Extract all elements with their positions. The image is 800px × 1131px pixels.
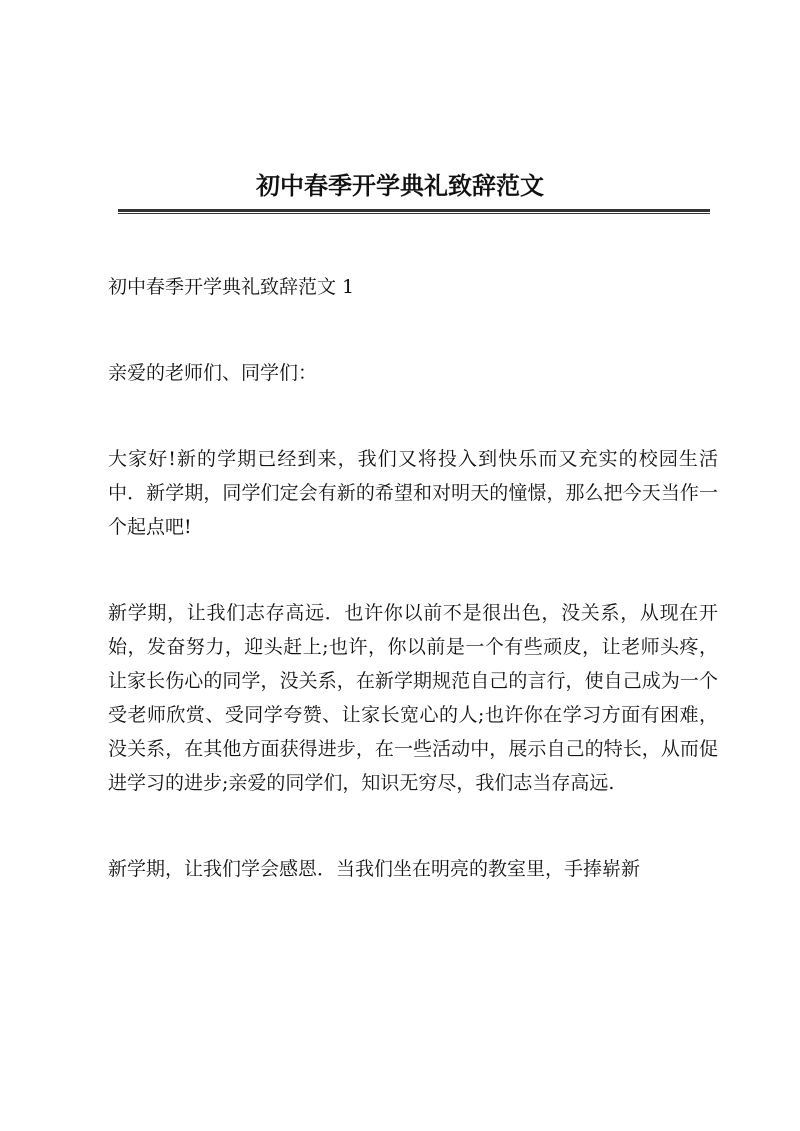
title-divider: [118, 209, 710, 214]
body-paragraph: 新学期，让我们志存高远．也许你以前不是很出色，没关系，从现在开始，发奋努力，迎头赶上;也许，你以前是一个有些顽皮，让老师头疼，让家长伤心的同学，没关系，在新学期规范自己的言行，使自己成为一个受老师欣赏、受同学夸赞、让家长宽心的人;也许你在学习方面有困难，没关系，在其他方面获得进步，在一些活动中，展示自己的特长，从而促进学习的进步;亲爱的同学们，知识无穷尽，我们志当存高远.: [108, 602, 718, 794]
document-body: [108, 270, 718, 886]
document-title: 初中春季开学典礼致辞范文: [256, 171, 544, 200]
salutation: 亲爱的老师们、同学们：: [108, 362, 318, 384]
body-paragraph: 大家好!新的学期已经到来，我们又将投入到快乐而又充实的校园生活中．新学期，同学们定会有新的希望和对明天的憧憬，那么把今天当作一个起点吧!: [108, 448, 718, 538]
body-paragraph: 新学期，让我们学会感恩．当我们坐在明亮的教室里，手捧崭新: [108, 858, 641, 880]
section-heading: 初中春季开学典礼致辞范文 1: [108, 276, 355, 298]
